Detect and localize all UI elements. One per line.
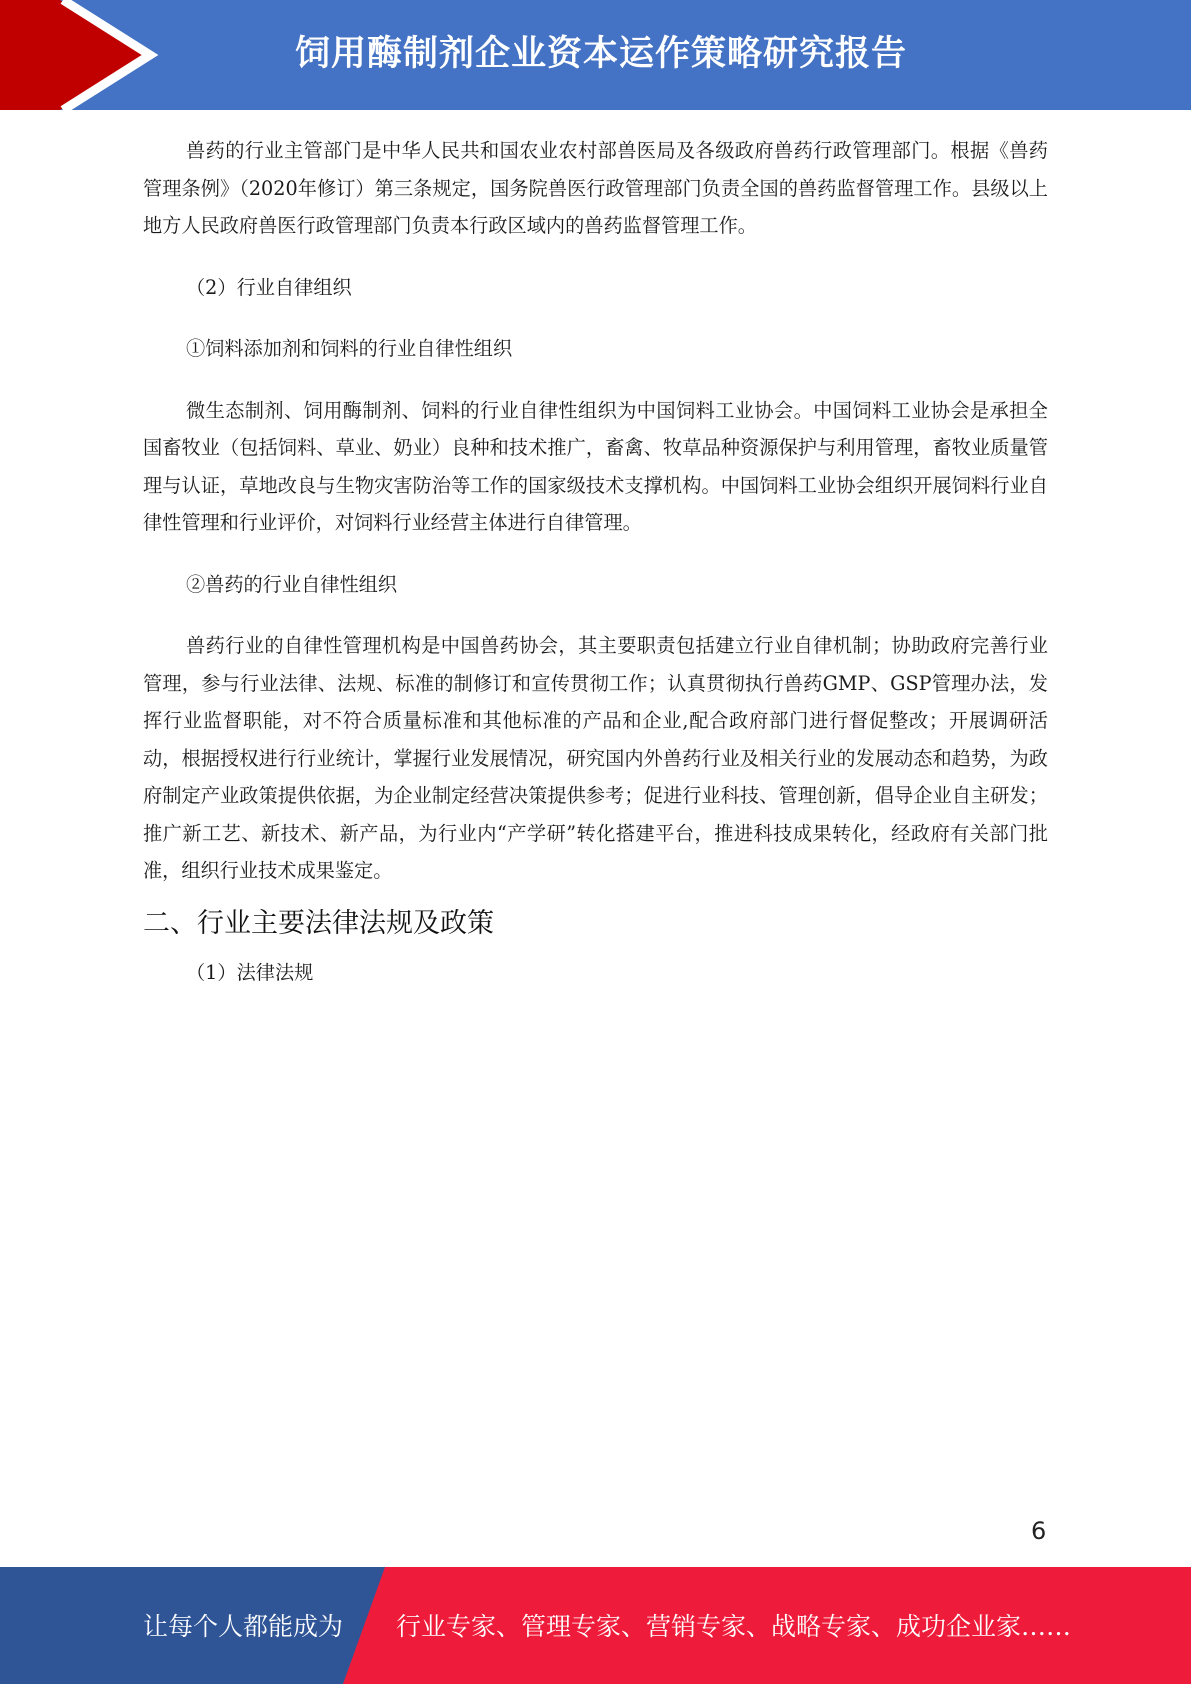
paragraph-vet-association: 兽药行业的自律性管理机构是中国兽药协会，其主要职责包括建立行业自律机制；协助政府完善行业管理，参与行业法律、法规、标准的制修订和宣传贯彻工作；认真贯彻执行兽药GMP、GSP管理办法，发挥行业监督职能，对不符合质量标准和其他标准的产品和企业,配合政府部门进行督促整改；开展调研活动，根据授权进行行业统计，掌握行业发展情况，研究国内外兽药行业及相关行业的发展动态和趋势，为政府制定产业政策提供依据，为企业制定经营决策提供参考；促进行业科技、管理创新，倡导企业自主研发；推广新工艺、新技术、新产品，为行业内“产学研”转化搭建平台，推进科技成果转化，经政府有关部门批准，组织行业技术成果鉴定。 <box>143 634 1048 882</box>
report-title: 饲用酶制剂企业资本运作策略研究报告 <box>295 34 908 74</box>
header-bar <box>0 0 1191 110</box>
paragraph-feed-association: 微生态制剂、饲用酶制剂、饲料的行业自律性组织为中国饲料工业协会。中国饲料工业协会是承担全国畜牧业（包括饲料、草业、奶业）良种和技术推广，畜禽、牧草品种资源保护与利用管理，畜牧业质量管理与认证，草地改良与生物灾害防治等工作的国家级技术支撑机构。中国饲料工业协会组织开展饲料行业自律性管理和行业评价，对饲料行业经营主体进行自律管理。 <box>143 398 1048 534</box>
subheading-feed-organizations: ①饲料添加剂和饲料的行业自律性组织 <box>186 337 513 360</box>
header-arrow-icon <box>0 0 160 110</box>
subheading-self-regulatory: （2）行业自律组织 <box>186 275 352 299</box>
footer-slogan-right: 行业专家、管理专家、营销专家、战略专家、成功企业家…… <box>396 1612 1072 1641</box>
page-number: 6 <box>1031 1517 1047 1545</box>
section-heading-laws: 二、行业主要法律法规及政策 <box>143 907 494 939</box>
footer-slogan-left: 让每个人都能成为 <box>143 1612 344 1641</box>
subheading-laws-regulations: （1）法律法规 <box>186 960 314 984</box>
footer-banner <box>0 1567 1191 1684</box>
document-body <box>143 132 1048 991</box>
subheading-vet-organizations: ②兽药的行业自律性组织 <box>186 572 398 596</box>
paragraph-vet-authority: 兽药的行业主管部门是中华人民共和国农业农村部兽医局及各级政府兽药行政管理部门。根据《兽药管理条例》（2020年修订）第三条规定，国务院兽医行政管理部门负责全国的兽药监督管理工作。县级以上地方人民政府兽医行政管理部门负责本行政区域内的兽药监督管理工作。 <box>143 139 1048 237</box>
